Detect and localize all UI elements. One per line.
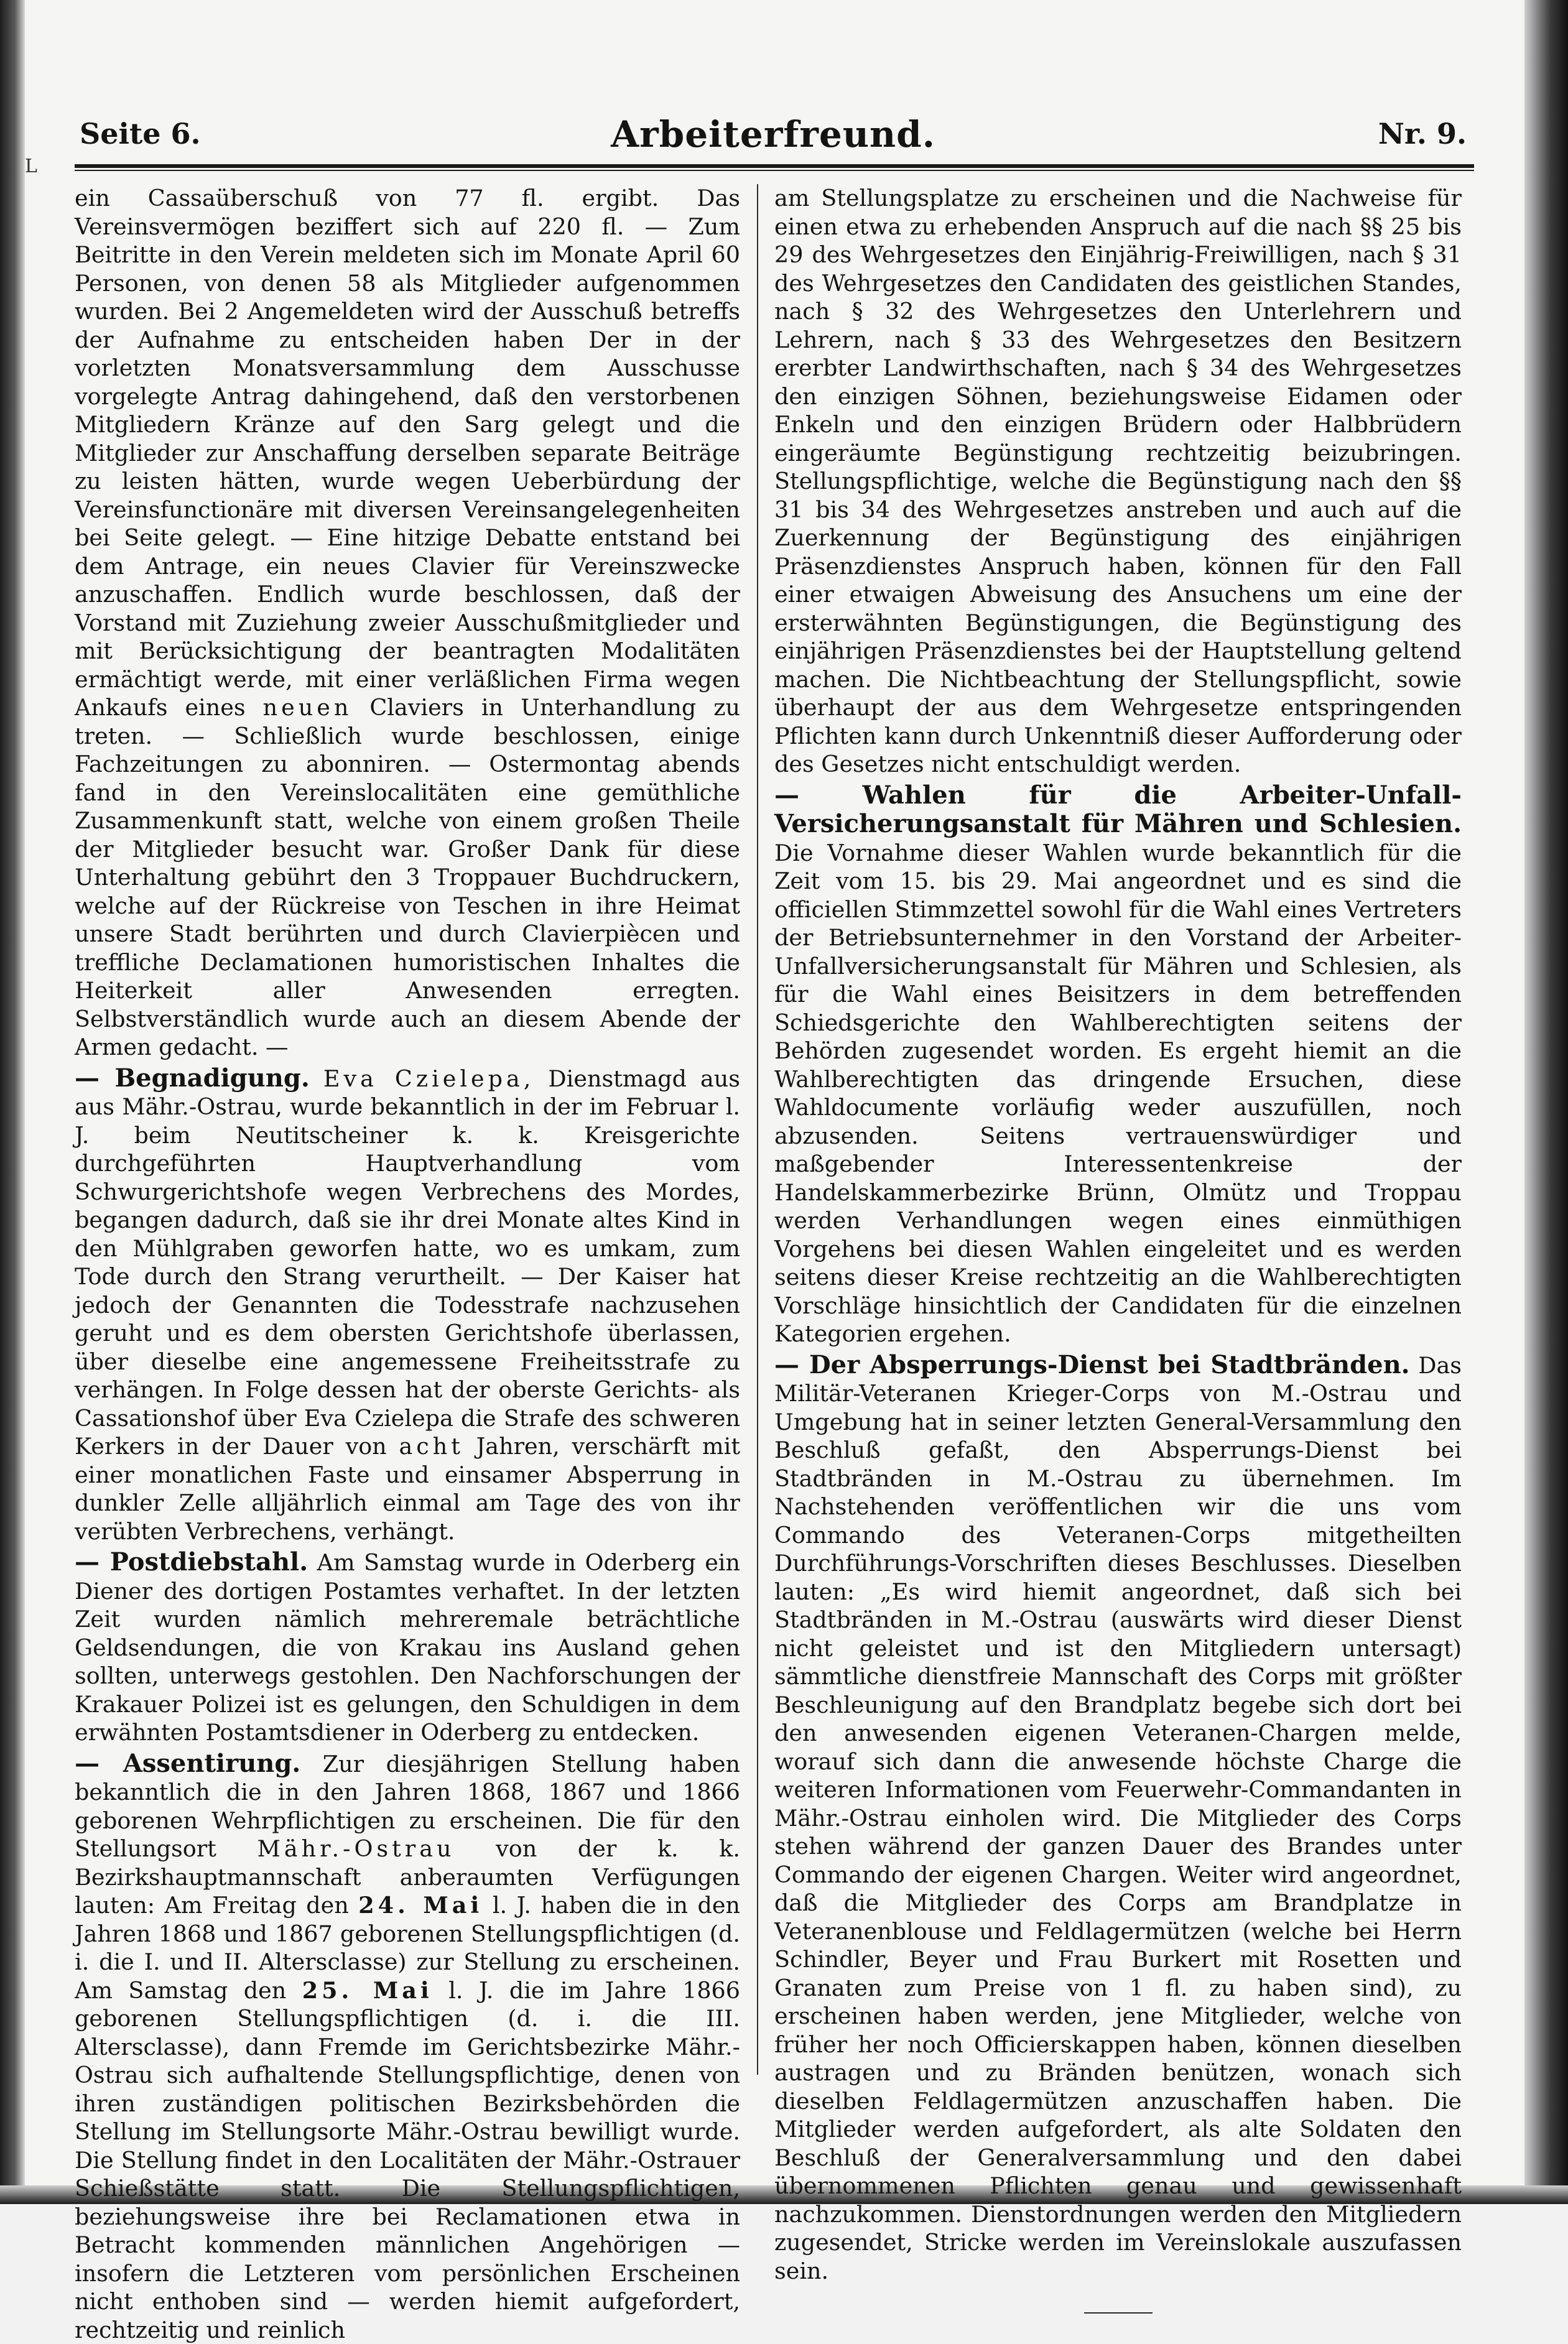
issue-number: Nr. 9. xyxy=(1378,117,1467,151)
heading-begnadigung: — Begnadigung. xyxy=(75,1063,310,1093)
header-rule xyxy=(75,164,1474,168)
article-end-rule xyxy=(1084,2312,1153,2314)
heading-wahlen: — Wahlen für die Arbeiter-Unfall-Versicherungsanstalt für Mähren und Schlesien. xyxy=(774,781,1462,839)
heading-absperrung: — Der Absperrungs-Dienst bei Stadtbränden. xyxy=(774,1350,1410,1379)
scan-edge-right xyxy=(1524,0,1568,2204)
margin-mark: L xyxy=(25,155,37,177)
heading-postdiebstahl: — Postdiebstahl. xyxy=(75,1547,308,1577)
heading-assentirung: — Assentirung. xyxy=(75,1749,300,1778)
right-column xyxy=(774,184,1462,2075)
page-number: Seite 6. xyxy=(80,117,201,151)
left-column xyxy=(75,184,740,2075)
article-postdiebstahl: — Postdiebstahl. Am Samstag wurde in Oderberg ein Diener des dortigen Postamtes verhaftet. In der letzten Zeit wurden nämlich mehreremale beträchtliche Geldsendungen, die von Krakau ins Ausland gehen sollten, unterwegs gestohlen. Den Nachforschungen der Krakauer Polizei ist es gelungen, den Schuldigen in dem erwähnten Postamtsdiener in Oderberg zu entdecken. xyxy=(75,1548,740,1747)
article-wahlen: — Wahlen für die Arbeiter-Unfall-Versicherungsanstalt für Mähren und Schlesien. Die Vornahme dieser Wahlen wurde bekanntlich für die Zeit vom 15. bis 29. Mai angeordnet und es sind die officiellen Stimmzettel sowohl für die Wahl eines Vertreters der Betriebsunternehmer in den Vorstand der Arbeiter-Unfallversicherungsanstalt für Mähren und Schlesien, als für die Wahl eines Beisitzers in dem betreffenden Schiedsgerichte den Wahlberechtigten seitens der Behörden zugesendet worden. Es ergeht hiemit an die Wahlberechtigten das dringende Ersuchen, diese Wahldocumente vorläufig weder auszufüllen, noch abzusenden. Seitens vertrauenswürdiger und maßgebender Interessentenkreise der Handelskammerbezirke Brünn, Olmütz und Troppau werden Verhandlungen wegen eines einmüthigen Vorgehens bei diesen Wahlen eingeleitet und es werden seitens dieser Kreise rechtzeitig an die Wahlberechtigten Vorschläge hinsichtlich der Candidaten für die einzelnen Kategorien ergehen. xyxy=(774,781,1462,1348)
page-header xyxy=(80,117,1467,160)
article-assentirung: — Assentirung. Zur diesjährigen Stellung haben bekanntlich die in den Jahren 1868, 1867 und 1866 geborenen Wehrpflichtigen zu erscheinen. Die für den Stellungsort Mähr.-Ostrau von der k. k. Bezirkshauptmannschaft anberaumten Verfügungen lauten: Am Freitag den 24. Mai l. J. haben die in den Jahren 1868 und 1867 geborenen Stellungspflichtigen (d. i. die I. und II. Altersclasse) zur Stellung zu erscheinen. Am Samstag den 25. Mai l. J. die im Jahre 1866 geborenen Stellungspflichtigen (d. i. die III. Altersclasse), dann Fremde im Gerichtsbezirke Mähr.-Ostrau sich aufhaltende Stellungspflichtige, denen von ihren zuständigen politischen Bezirksbehörden die Stellung im Stellungsorte Mähr.-Ostrau bewilligt wurde. Die Stellung findet in den Localitäten der Mähr.-Ostrauer Schießstätte statt. Die Stellungspflichtigen, beziehungsweise ihre bei Reclamationen etwa in Betracht kommenden männlichen Angehörigen — insofern die Letzteren vom persönlichen Erscheinen nicht enthoben sind — werden hiemit aufgefordert, rechtzeitig und reinlich xyxy=(75,1749,740,2344)
scan-edge-left xyxy=(0,0,25,2204)
header-rule-thin xyxy=(75,170,1474,171)
article-vereinsbericht: ein Cassaüberschuß von 77 fl. ergibt. Das Vereinsvermögen beziffert sich auf 220 fl. — Zum Beitritte in den Verein meldeten sich im Monate April 60 Personen, von denen 58 als Mitglieder aufgenommen wurden. Bei 2 Angemeldeten wird der Ausschuß betreffs der Aufnahme zu entscheiden haben Der in der vorletzten Monatsversammlung dem Ausschusse vorgelegte Antrag dahingehend, daß den verstorbenen Mitgliedern Kränze auf den Sarg gelegt und die Mitglieder zur Anschaffung derselben separate Beiträge zu leisten hätten, wurde wegen Ueberbürdung der Vereinsfunctionäre mit diversen Vereinsangelegenheiten bei Seite gelegt. — Eine hitzige Debatte entstand bei dem Antrage, ein neues Clavier für Vereinszwecke anzuschaffen. Endlich wurde beschlossen, daß der Vorstand mit Zuziehung zweier Ausschußmitglieder und mit Berücksichtigung der beantragten Modalitäten ermächtigt werde, mit einer verläßlichen Firma wegen Ankaufs eines neuen Claviers in Unterhandlung zu treten. — Schließlich wurde beschlossen, einige Fachzeitungen zu abonniren. — Ostermontag abends fand in den Vereinslocalitäten eine gemüthliche Zusammenkunft statt, welche von einem großen Theile der Mitglieder besucht war. Großer Dank für diese Unterhaltung gebührt den 3 Troppauer Buchdruckern, welche auf der Rückreise von Teschen in ihre Heimat unsere Stadt berührten und durch Clavierpiècen und treffliche Declamationen humoristischen Inhaltes die Heiterkeit aller Anwesenden erregten. Selbstverständlich wurde auch an diesem Abende der Armen gedacht. — xyxy=(75,184,740,1062)
article-absperrung: — Der Absperrungs-Dienst bei Stadtbränden. Das Militär-Veteranen Krieger-Corps von M.-Ostrau und Umgebung hat in seiner letzten General-Versammlung den Beschluß gefaßt, den Absperrungs-Dienst bei Stadtbränden in M.-Ostrau zu übernehmen. Im Nachstehenden veröffentlichen wir die uns vom Commando des Veteranen-Corps mitgetheilten Durchführungs-Vorschriften dieses Beschlusses. Dieselben lauten: „Es wird hiemit angeordnet, daß sich bei Stadtbränden in M.-Ostrau (auswärts wird dieser Dienst nicht geleistet und ist den Mitgliedern untersagt) sämmtliche dienstfreie Mannschaft des Corps mit größter Beschleunigung auf den Brandplatz begebe sich dort bei den anwesenden eigenen Veteranen-Chargen melde, worauf sich dann die anwesende höchste Charge die weiteren Informationen vom Feuerwehr-Commandanten in Mähr.-Ostrau einholen wird. Die Mitglieder des Corps stehen während der ganzen Dauer des Brandes unter Commando der eigenen Chargen. Weiter wird angeordnet, daß die Mitglieder des Corps am Brandplatze in Veteranenblouse und Feldlagermützen (welche bei Herrn Schindler, Beyer und Frau Burkert mit Rosetten und Granaten zum Preise von 1 fl. zu haben sind), zu erscheinen haben werden, jene Mitglieder, welche von früher her noch Officierskappen haben, können dieselben austragen und zu Bränden benützen, wonach sich dieselben Feldlagermützen anzuschaffen haben. Die Mitglieder werden aufgefordert, als alte Soldaten den Beschluß der Generalversammlung und den dabei übernommenen Pflichten genau und gewissenhaft nachzukommen. Dienstordnungen werden den Mitgliedern zugesendet, Stricke werden im Vereinslokale auszufassen sein. xyxy=(774,1351,1462,2286)
newspaper-title: Arbeiterfreund. xyxy=(80,113,1467,155)
column-divider xyxy=(757,184,758,2075)
article-assentirung-continued: am Stellungsplatze zu erscheinen und die Nachweise für einen etwa zu erhebenden Anspruch auf die nach §§ 25 bis 29 des Wehrgesetzes den Einjährig-Freiwilligen, nach § 31 des Wehrgesetzes den Candidaten des geistlichen Standes, nach § 32 des Wehrgesetzes den Unterlehrern und Lehrern, nach § 33 des Wehrgesetzes den Besitzern ererbter Landwirthschaften, nach § 34 des Wehrgesetzes den einzigen Söhnen, beziehungsweise Eidamen oder Enkeln und den einzigen Brüdern oder Halbbrüdern eingeräumte Begünstigung rechtzeitig beizubringen. Stellungspflichtige, welche die Begünstigung nach den §§ 31 bis 34 des Wehrgesetzes anstreben und auch auf die Zuerkennung der Begünstigung des einjährigen Präsenzdienstes Anspruch haben, können für den Fall einer etwaigen Abweisung des Ansuchens um eine der ersterwähnten Begünstigungen, die Begünstigung des einjährigen Präsenzdienstes bei der Hauptstellung geltend machen. Die Nichtbeachtung der Stellungspflicht, sowie überhaupt der aus dem Wehrgesetze entspringenden Pflichten kann durch Unkenntniß dieser Aufforderung oder des Gesetzes nicht entschuldigt werden. xyxy=(774,184,1462,779)
article-begnadigung: — Begnadigung. Eva Czielepa, Dienstmagd aus aus Mähr.-Ostrau, wurde bekanntlich in der im Februar l. J. beim Neutitscheiner k. k. Kreisgerichte durchgeführten Hauptverhandlung vom Schwurgerichtshofe wegen Verbrechens des Mordes, begangen dadurch, daß sie ihr drei Monate altes Kind in den Mühlgraben geworfen hatte, wo es umkam, zum Tode durch den Strang verurtheilt. — Der Kaiser hat jedoch der Genannten die Todesstrafe nachzusehen geruht und es dem obersten Gerichtshofe überlassen, über dieselbe eine angemessene Freiheitsstrafe zu verhängen. In Folge dessen hat der oberste Gerichts- als Cassationshof über Eva Czielepa die Strafe des schweren Kerkers in der Dauer von acht Jahren, verschärft mit einer monatlichen Faste und einsamer Absperrung in dunkler Zelle alljährlich einmal am Tage des von ihr verübten Verbrechens, verhängt. xyxy=(75,1064,740,1546)
